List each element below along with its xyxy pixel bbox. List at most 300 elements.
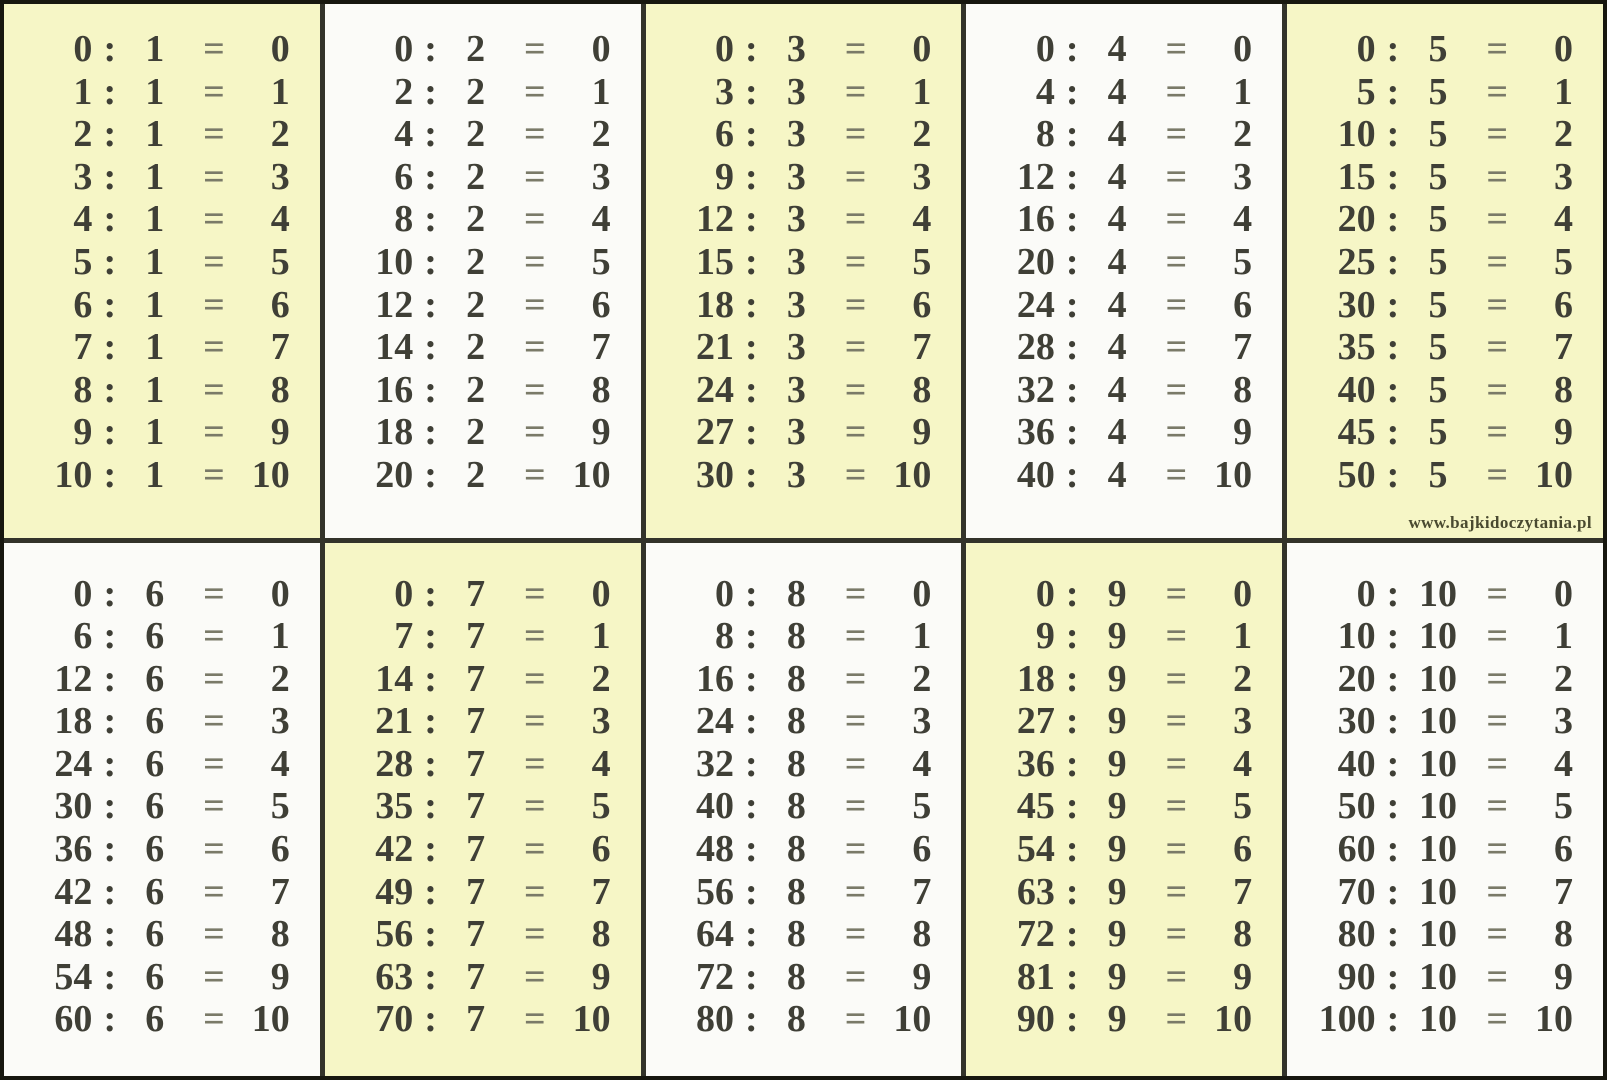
quotient: 1: [912, 615, 932, 658]
divisor: 4: [1107, 368, 1127, 411]
equation-row: [966, 573, 1282, 616]
quotient: 10: [1214, 453, 1253, 496]
divisor: 9: [1107, 742, 1127, 785]
equation-row: [966, 700, 1282, 743]
equals-sign: =: [1165, 615, 1188, 658]
equation-row: [1287, 743, 1603, 786]
dividend: 18: [375, 411, 414, 454]
divisor: 3: [786, 326, 806, 369]
divisor: 5: [1428, 368, 1448, 411]
dividend: 16: [696, 657, 735, 700]
dividend: 16: [375, 368, 414, 411]
equals-sign: =: [1165, 913, 1188, 956]
quotient: 9: [1233, 955, 1253, 998]
divisor: 3: [786, 453, 806, 496]
divisor: 1: [145, 240, 165, 283]
dividend: 0: [394, 28, 414, 70]
divisor: 6: [145, 615, 165, 658]
dividend: 70: [1337, 870, 1376, 913]
divide-sign: :: [745, 240, 758, 283]
dividend: 54: [1016, 828, 1055, 871]
equals-sign: =: [203, 785, 225, 828]
equation-row: [1287, 369, 1603, 412]
equals-sign: =: [1486, 870, 1508, 913]
divisor: 6: [145, 913, 165, 956]
division-panel-5: [1287, 4, 1603, 538]
division-panel-10: [1287, 543, 1603, 1077]
divide-sign: :: [745, 155, 758, 198]
watermark: www.bajkidoczytania.pl: [1408, 513, 1592, 532]
dividend: 7: [394, 615, 414, 658]
equation-list: [966, 28, 1282, 497]
divisor: 6: [145, 955, 165, 998]
divisor: 6: [145, 998, 165, 1041]
equation-row: [966, 71, 1282, 114]
equals-sign: =: [523, 411, 546, 454]
quotient: 3: [591, 155, 611, 198]
divide-sign: :: [1065, 198, 1079, 241]
dividend: 56: [375, 913, 414, 956]
equation-row: [1287, 658, 1603, 701]
divide-sign: :: [745, 913, 758, 956]
quotient: 2: [912, 113, 932, 156]
equals-sign: =: [523, 785, 546, 828]
equals-sign: =: [1165, 70, 1188, 113]
dividend: 8: [715, 615, 735, 658]
equation-row: [1287, 785, 1603, 828]
equals-sign: =: [1165, 742, 1188, 785]
divisor: 3: [786, 411, 806, 454]
dividend: 48: [54, 913, 93, 956]
equals-sign: =: [844, 998, 867, 1041]
divisor: 8: [786, 615, 806, 658]
dividend: 42: [54, 870, 93, 913]
equals-sign: =: [844, 955, 867, 998]
equation-row: [325, 198, 641, 241]
divide-sign: :: [424, 955, 437, 998]
equation-list: [4, 573, 320, 1042]
equation-row: [1287, 828, 1603, 871]
equation-list: [1287, 28, 1603, 497]
divisor: 2: [466, 283, 486, 326]
equation-row: [1287, 241, 1603, 284]
dividend: 18: [696, 283, 735, 326]
equals-sign: =: [1165, 411, 1188, 454]
divide-sign: :: [1386, 113, 1400, 156]
equals-sign: =: [1486, 742, 1508, 785]
dividend: 24: [696, 368, 735, 411]
divide-sign: :: [1065, 283, 1079, 326]
equals-sign: =: [1165, 870, 1188, 913]
divisor: 8: [786, 785, 806, 828]
dividend: 81: [1016, 955, 1055, 998]
equals-sign: =: [523, 70, 546, 113]
equation-list: [1287, 573, 1603, 1042]
equation-row: [1287, 871, 1603, 914]
equation-list: [966, 573, 1282, 1042]
divisor: 4: [1107, 70, 1127, 113]
divide-sign: :: [745, 283, 758, 326]
quotient: 3: [270, 155, 290, 198]
dividend: 56: [696, 870, 735, 913]
quotient: 8: [912, 368, 932, 411]
quotient: 8: [591, 368, 611, 411]
dividend: 70: [375, 998, 414, 1041]
equation-row: [1287, 454, 1603, 497]
divide-sign: :: [424, 368, 437, 411]
dividend: 12: [696, 198, 735, 241]
divisor: 10: [1418, 828, 1457, 871]
quotient: 6: [912, 828, 932, 871]
quotient: 0: [912, 572, 932, 615]
divisor: 1: [145, 283, 165, 326]
divisor: 9: [1107, 955, 1127, 998]
quotient: 1: [591, 70, 611, 113]
equation-row: [646, 241, 962, 284]
quotient: 4: [591, 198, 611, 241]
divisor: 8: [786, 828, 806, 871]
equation-row: [646, 785, 962, 828]
equals-sign: =: [844, 240, 867, 283]
divisor: 10: [1418, 870, 1457, 913]
divide-sign: :: [1065, 615, 1079, 658]
divide-sign: :: [1386, 700, 1400, 743]
dividend: 21: [375, 700, 414, 743]
divide-sign: :: [1065, 998, 1079, 1041]
divide-sign: :: [1065, 240, 1079, 283]
equation-row: [4, 113, 320, 156]
divide-sign: :: [1065, 785, 1079, 828]
equation-row: [966, 156, 1282, 199]
divisor: 4: [1107, 240, 1127, 283]
quotient: 3: [270, 700, 290, 743]
divisor: 8: [786, 998, 806, 1041]
dividend: 64: [696, 913, 735, 956]
equals-sign: =: [523, 828, 546, 871]
equation-row: [966, 454, 1282, 497]
dividend: 45: [1016, 785, 1055, 828]
quotient: 7: [270, 326, 290, 369]
divide-sign: :: [424, 70, 437, 113]
divide-sign: :: [1065, 572, 1079, 615]
divisor: 1: [145, 326, 165, 369]
divisor: 1: [145, 28, 165, 70]
divide-sign: :: [1386, 998, 1400, 1041]
divide-sign: :: [424, 453, 437, 496]
dividend: 27: [1016, 700, 1055, 743]
equals-sign: =: [203, 326, 225, 369]
divide-sign: :: [1065, 326, 1079, 369]
equals-sign: =: [1486, 785, 1508, 828]
equation-list: [325, 573, 641, 1042]
quotient: 3: [912, 700, 932, 743]
dividend: 32: [1016, 368, 1055, 411]
equals-sign: =: [203, 572, 225, 615]
quotient: 4: [1233, 198, 1253, 241]
dividend: 48: [696, 828, 735, 871]
divisor: 10: [1418, 955, 1457, 998]
equation-list: [646, 573, 962, 1042]
dividend: 20: [1016, 240, 1055, 283]
dividend: 49: [375, 870, 414, 913]
quotient: 8: [1233, 913, 1253, 956]
dividend: 42: [375, 828, 414, 871]
quotient: 3: [591, 700, 611, 743]
dividend: 10: [54, 453, 93, 496]
divide-sign: :: [424, 113, 437, 156]
divisor: 3: [786, 198, 806, 241]
equals-sign: =: [1486, 615, 1508, 658]
divisor: 7: [466, 572, 486, 615]
divide-sign: :: [424, 572, 437, 615]
dividend: 0: [1035, 28, 1055, 70]
quotient: 9: [1553, 955, 1573, 998]
divide-sign: :: [1386, 785, 1400, 828]
quotient: 10: [893, 998, 932, 1041]
divide-sign: :: [103, 70, 117, 113]
equation-row: [325, 454, 641, 497]
equals-sign: =: [523, 198, 546, 241]
dividend: 6: [73, 283, 93, 326]
divide-sign: :: [745, 572, 758, 615]
quotient: 1: [270, 615, 290, 658]
dividend: 7: [73, 326, 93, 369]
equals-sign: =: [844, 870, 867, 913]
quotient: 0: [1233, 28, 1253, 70]
divide-sign: :: [1386, 70, 1400, 113]
equals-sign: =: [1486, 283, 1508, 326]
equation-row: [1287, 156, 1603, 199]
dividend: 35: [375, 785, 414, 828]
divide-sign: :: [424, 198, 437, 241]
quotient: 1: [1233, 615, 1253, 658]
quotient: 8: [912, 913, 932, 956]
divide-sign: :: [1065, 870, 1079, 913]
quotient: 4: [1553, 198, 1573, 241]
dividend: 40: [1337, 368, 1376, 411]
equation-row: [966, 913, 1282, 956]
dividend: 9: [73, 411, 93, 454]
quotient: 2: [912, 657, 932, 700]
equals-sign: =: [1165, 326, 1188, 369]
equals-sign: =: [1486, 240, 1508, 283]
divisor: 2: [466, 70, 486, 113]
equation-row: [4, 28, 320, 71]
dividend: 24: [54, 742, 93, 785]
divide-sign: :: [745, 785, 758, 828]
equals-sign: =: [1486, 368, 1508, 411]
equals-sign: =: [1486, 326, 1508, 369]
divisor: 7: [466, 615, 486, 658]
divisor: 6: [145, 657, 165, 700]
divisor: 5: [1428, 28, 1448, 70]
divisor: 2: [466, 453, 486, 496]
quotient: 7: [1553, 870, 1573, 913]
equation-row: [646, 369, 962, 412]
dividend: 32: [696, 742, 735, 785]
quotient: 6: [270, 283, 290, 326]
divide-sign: :: [1386, 155, 1400, 198]
divisor: 9: [1107, 998, 1127, 1041]
quotient: 1: [591, 615, 611, 658]
equation-row: [646, 658, 962, 701]
quotient: 8: [591, 913, 611, 956]
divide-sign: :: [745, 700, 758, 743]
equation-row: [325, 913, 641, 956]
quotient: 6: [1553, 283, 1573, 326]
divisor: 5: [1428, 113, 1448, 156]
equals-sign: =: [1165, 283, 1188, 326]
divisor: 10: [1418, 700, 1457, 743]
divisor: 9: [1107, 913, 1127, 956]
equation-row: [325, 369, 641, 412]
equation-row: [646, 998, 962, 1041]
divisor: 9: [1107, 657, 1127, 700]
divide-sign: :: [103, 870, 117, 913]
divisor: 10: [1418, 998, 1457, 1041]
equals-sign: =: [523, 913, 546, 956]
equals-sign: =: [203, 368, 225, 411]
equation-row: [4, 743, 320, 786]
equation-row: [1287, 284, 1603, 327]
quotient: 6: [270, 828, 290, 871]
equation-row: [4, 658, 320, 701]
equals-sign: =: [844, 368, 867, 411]
dividend: 72: [696, 955, 735, 998]
quotient: 3: [912, 155, 932, 198]
equation-row: [325, 573, 641, 616]
divide-sign: :: [1386, 198, 1400, 241]
quotient: 0: [270, 28, 290, 70]
equals-sign: =: [844, 657, 867, 700]
equals-sign: =: [523, 283, 546, 326]
dividend: 30: [54, 785, 93, 828]
quotient: 2: [270, 657, 290, 700]
divisor: 3: [786, 113, 806, 156]
divide-sign: :: [424, 615, 437, 658]
equation-row: [1287, 198, 1603, 241]
divide-sign: :: [1065, 453, 1079, 496]
divisor: 2: [466, 240, 486, 283]
divisor: 7: [466, 700, 486, 743]
divisor: 4: [1107, 411, 1127, 454]
equals-sign: =: [1165, 572, 1188, 615]
quotient: 7: [591, 870, 611, 913]
quotient: 2: [591, 113, 611, 156]
dividend: 4: [1035, 70, 1055, 113]
dividend: 50: [1337, 785, 1376, 828]
equation-row: [966, 998, 1282, 1041]
divisor: 7: [466, 998, 486, 1041]
equals-sign: =: [1486, 700, 1508, 743]
quotient: 2: [1553, 657, 1573, 700]
divisor: 6: [145, 742, 165, 785]
dividend: 12: [1016, 155, 1055, 198]
equals-sign: =: [203, 615, 225, 658]
quotient: 5: [912, 240, 932, 283]
dividend: 6: [73, 615, 93, 658]
divisor: 3: [786, 28, 806, 70]
division-panel-1: [4, 4, 320, 538]
equals-sign: =: [844, 70, 867, 113]
dividend: 14: [375, 326, 414, 369]
equals-sign: =: [523, 453, 546, 496]
divide-sign: :: [103, 326, 117, 369]
equals-sign: =: [844, 572, 867, 615]
equals-sign: =: [523, 326, 546, 369]
divisor: 1: [145, 411, 165, 454]
quotient: 5: [1233, 240, 1253, 283]
quotient: 0: [270, 572, 290, 615]
equation-row: [966, 828, 1282, 871]
quotient: 4: [591, 742, 611, 785]
dividend: 14: [375, 657, 414, 700]
divisor: 3: [786, 155, 806, 198]
divide-sign: :: [103, 198, 117, 241]
dividend: 54: [54, 955, 93, 998]
divide-sign: :: [103, 955, 117, 998]
dividend: 8: [394, 198, 414, 241]
divisor: 4: [1107, 155, 1127, 198]
dividend: 8: [73, 368, 93, 411]
quotient: 6: [591, 283, 611, 326]
quotient: 10: [1534, 998, 1573, 1041]
dividend: 63: [1016, 870, 1055, 913]
dividend: 24: [1016, 283, 1055, 326]
quotient: 7: [1233, 870, 1253, 913]
equals-sign: =: [1165, 453, 1188, 496]
divide-sign: :: [103, 368, 117, 411]
quotient: 4: [912, 198, 932, 241]
equals-sign: =: [203, 700, 225, 743]
quotient: 9: [1553, 411, 1573, 454]
dividend: 18: [1016, 657, 1055, 700]
equation-row: [1287, 913, 1603, 956]
equals-sign: =: [203, 828, 225, 871]
equals-sign: =: [1165, 955, 1188, 998]
divide-sign: :: [424, 742, 437, 785]
divisor: 1: [145, 198, 165, 241]
equation-row: [966, 113, 1282, 156]
divide-sign: :: [103, 28, 117, 70]
divide-sign: :: [745, 198, 758, 241]
equals-sign: =: [844, 411, 867, 454]
dividend: 100: [1318, 998, 1376, 1041]
quotient: 5: [270, 240, 290, 283]
dividend: 90: [1016, 998, 1055, 1041]
dividend: 10: [375, 240, 414, 283]
equals-sign: =: [523, 700, 546, 743]
quotient: 10: [893, 453, 932, 496]
quotient: 1: [912, 70, 932, 113]
equation-row: [966, 615, 1282, 658]
divide-sign: :: [1065, 742, 1079, 785]
quotient: 2: [1553, 113, 1573, 156]
divisor: 6: [145, 785, 165, 828]
equals-sign: =: [1165, 240, 1188, 283]
divisor: 7: [466, 742, 486, 785]
equation-row: [4, 326, 320, 369]
divide-sign: :: [745, 870, 758, 913]
dividend: 0: [1035, 572, 1055, 615]
equals-sign: =: [1165, 828, 1188, 871]
divisor: 2: [466, 368, 486, 411]
divide-sign: :: [103, 657, 117, 700]
quotient: 2: [591, 657, 611, 700]
divisor: 5: [1428, 453, 1448, 496]
divide-sign: :: [424, 998, 437, 1041]
dividend: 5: [73, 240, 93, 283]
